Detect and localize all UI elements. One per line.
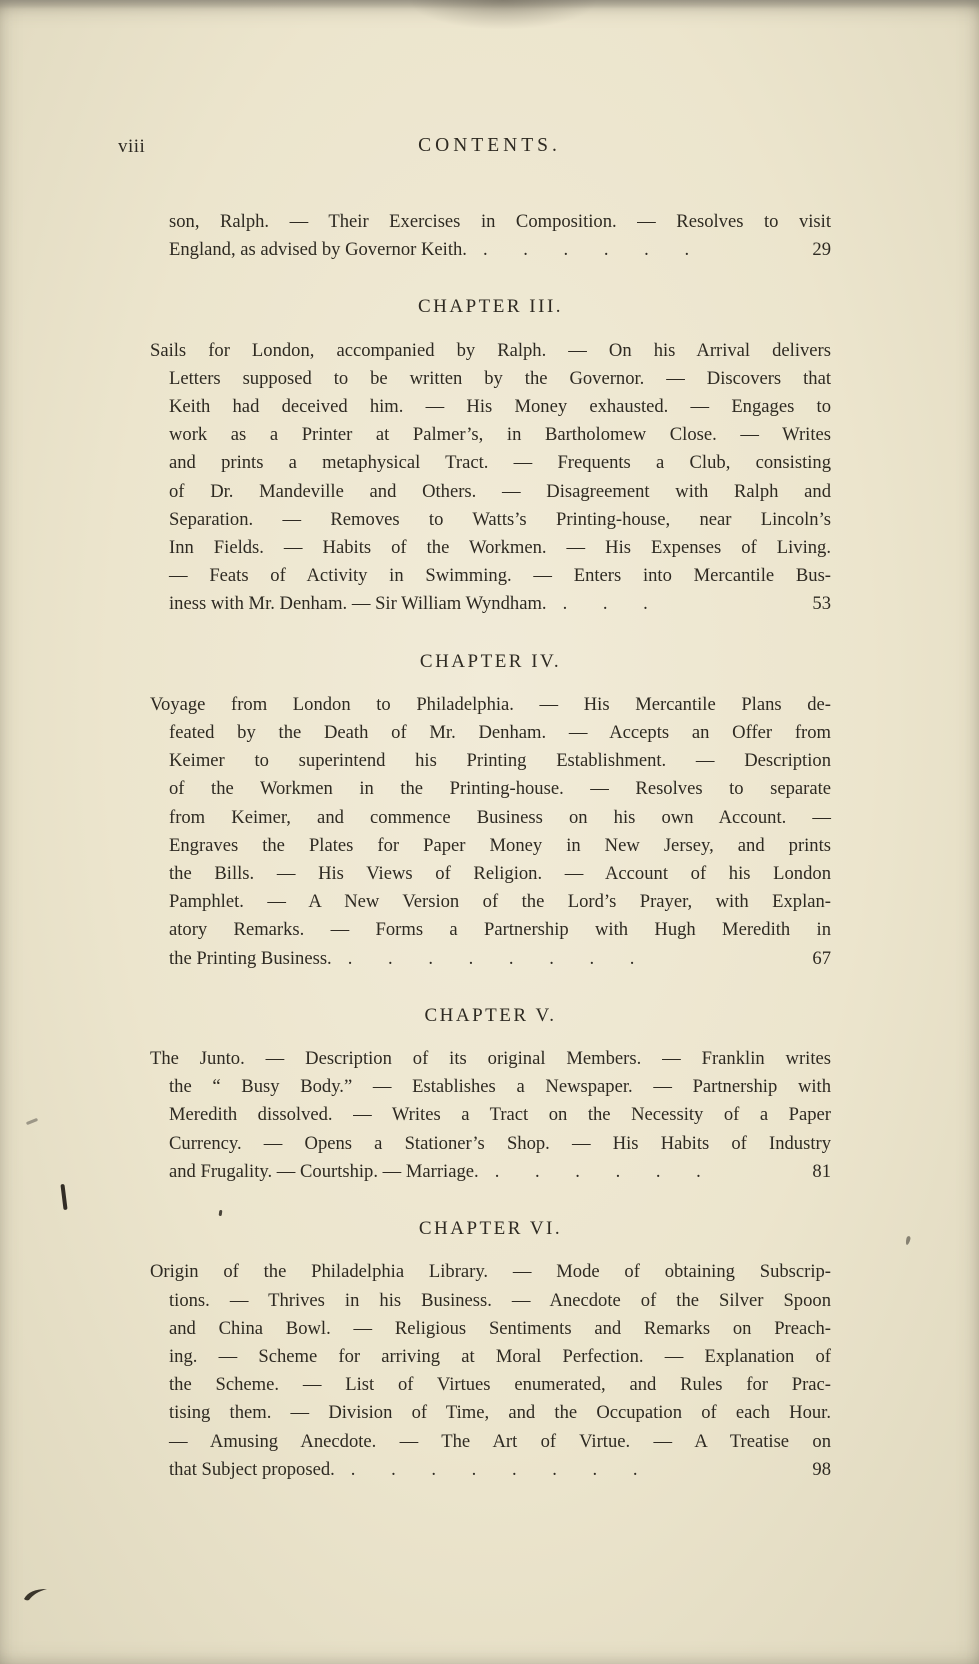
toc-line: Keith had deceived him. — His Money exhausted. — Engages to xyxy=(169,396,831,418)
toc-line: Meredith dissolved. — Writes a Tract on the Necessity of a Paper xyxy=(169,1104,831,1126)
folio-number: viii xyxy=(118,136,146,157)
toc-page-number: 67 xyxy=(812,947,831,969)
toc-entry-last-line xyxy=(150,590,831,618)
toc-line: the Bills. — His Views of Religion. — Account of his London xyxy=(169,863,831,885)
toc-line: Engraves the Plates for Paper Money in New Jersey, and prints xyxy=(169,834,831,856)
ink-flourish-bottom-left xyxy=(22,1586,50,1607)
toc-line: feated by the Death of Mr. Denham. — Accepts an Offer from xyxy=(169,722,831,744)
toc-entry-last-line xyxy=(150,1158,831,1186)
toc-line: of Dr. Mandeville and Others. — Disagreement with Ralph and xyxy=(169,480,831,502)
toc-line: Letters supposed to be written by the Governor. — Discovers that xyxy=(169,367,831,389)
dot-leader: . . . . . . xyxy=(482,239,690,261)
toc-line: and China Bowl. — Religious Sentiments and Remarks on Preach- xyxy=(169,1317,831,1339)
toc-line: and prints a metaphysical Tract. — Frequents a Club, consisting xyxy=(169,452,831,474)
toc-page-number: 81 xyxy=(812,1160,831,1182)
toc-line: Origin of the Philadelphia Library. — Mode of obtaining Subscrip- xyxy=(150,1261,831,1283)
chapter-heading: CHAPTER VI. xyxy=(418,1218,563,1240)
toc-line: Separation. — Removes to Watts’s Printing-house, near Lincoln’s xyxy=(169,508,831,530)
toc-entry xyxy=(150,1215,831,1484)
dot-leader: . . . . . . . . xyxy=(347,947,635,969)
chapter-heading: CHAPTER III. xyxy=(417,296,564,318)
scan-smudge-top xyxy=(408,0,598,30)
toc-line-text: the Printing Business. xyxy=(169,947,332,969)
toc-line-text: England, as advised by Governor Keith. xyxy=(169,239,467,261)
toc-page-number: 53 xyxy=(812,593,831,615)
toc-line: the Scheme. — List of Virtues enumerated, and Rules for Prac- xyxy=(169,1374,831,1396)
toc-line: the “ Busy Body.” — Establishes a Newspaper. — Partnership with xyxy=(169,1076,831,1098)
chapter-heading: CHAPTER V. xyxy=(424,1004,557,1026)
toc-page-number: 98 xyxy=(812,1458,831,1480)
pencil-dash-left-edge xyxy=(26,1118,38,1125)
toc-line-text: that Subject proposed. xyxy=(169,1458,335,1480)
toc-entry-last-line xyxy=(150,236,831,264)
dot-leader: . . . . . . . . xyxy=(350,1458,638,1480)
toc-line: tions. — Thrives in his Business. — Anecdote of the Silver Spoon xyxy=(169,1289,831,1311)
toc-line-text: and Frugality. — Courtship. — Marriage. xyxy=(169,1160,479,1182)
toc-line: from Keimer, and commence Business on his own Account. — xyxy=(169,806,831,828)
dot-leader: . . . . . . xyxy=(494,1160,701,1182)
ink-speck-right-margin xyxy=(905,1236,911,1246)
toc-entry xyxy=(150,293,831,618)
toc-line: of the Workmen in the Printing-house. — Resolves to separate xyxy=(169,778,831,800)
toc-line: tising them. — Division of Time, and the Occupation of each Hour. xyxy=(169,1402,831,1424)
toc-entry-last-line xyxy=(150,945,831,973)
ink-mark-left-margin xyxy=(60,1184,67,1210)
toc-entry-last-line xyxy=(150,1456,831,1484)
toc-entry xyxy=(150,648,831,973)
toc-line: The Junto. — Description of its original Members. — Franklin writes xyxy=(150,1048,831,1070)
toc-page-number: 29 xyxy=(812,239,831,261)
toc-line: — Amusing Anecdote. — The Art of Virtue. — A Treatise on xyxy=(169,1430,831,1452)
toc-line: son, Ralph. — Their Exercises in Composition. — Resolves to visit xyxy=(169,211,831,232)
toc-entry xyxy=(150,208,831,264)
chapter-heading: CHAPTER IV. xyxy=(419,650,562,672)
toc-line: Keimer to superintend his Printing Establishment. — Description xyxy=(169,750,831,772)
toc-line: Pamphlet. — A New Version of the Lord’s Prayer, with Explan- xyxy=(169,891,831,913)
toc-entry xyxy=(150,1002,831,1186)
toc-line: Voyage from London to Philadelphia. — His Mercantile Plans de- xyxy=(150,693,831,715)
toc-line: ing. — Scheme for arriving at Moral Perfection. — Explanation of xyxy=(169,1345,831,1367)
toc-line: work as a Printer at Palmer’s, in Bartholomew Close. — Writes xyxy=(169,424,831,446)
toc-line-text: iness with Mr. Denham. — Sir William Wyndham. xyxy=(169,593,547,615)
dot-leader: . . . xyxy=(562,593,648,615)
table-of-contents xyxy=(150,208,831,1484)
running-head: CONTENTS. xyxy=(418,135,561,156)
toc-line: — Feats of Activity in Swimming. — Enters into Mercantile Bus- xyxy=(169,565,831,587)
toc-line: Currency. — Opens a Stationer’s Shop. — His Habits of Industry xyxy=(169,1132,831,1154)
toc-line: atory Remarks. — Forms a Partnership with Hugh Meredith in xyxy=(169,919,831,941)
toc-line: Sails for London, accompanied by Ralph. — On his Arrival delivers xyxy=(150,339,831,361)
toc-line: Inn Fields. — Habits of the Workmen. — His Expenses of Living. xyxy=(169,537,831,559)
